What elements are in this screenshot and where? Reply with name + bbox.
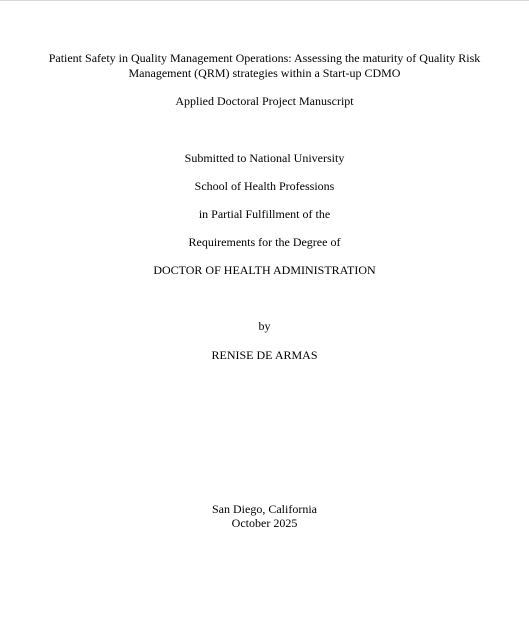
degree-name: DOCTOR OF HEALTH ADMINISTRATION xyxy=(153,263,376,277)
title-line-1: Patient Safety in Quality Management Operations: Assessing the maturity of Quality Risk xyxy=(48,51,481,65)
school-name: School of Health Professions xyxy=(194,179,335,193)
requirements-line: Requirements for the Degree of xyxy=(188,235,341,249)
manuscript-type: Applied Doctoral Project Manuscript xyxy=(175,94,354,108)
by-line: by xyxy=(258,319,271,333)
location: San Diego, California xyxy=(212,502,317,516)
author-name: RENISE DE ARMAS xyxy=(211,348,318,362)
title-line-2: Management (QRM) strategies within a Start-up CDMO xyxy=(128,66,401,80)
submission-date: October 2025 xyxy=(231,516,298,530)
fulfillment-line: in Partial Fulfillment of the xyxy=(198,207,331,221)
submitted-to: Submitted to National University xyxy=(184,151,345,165)
